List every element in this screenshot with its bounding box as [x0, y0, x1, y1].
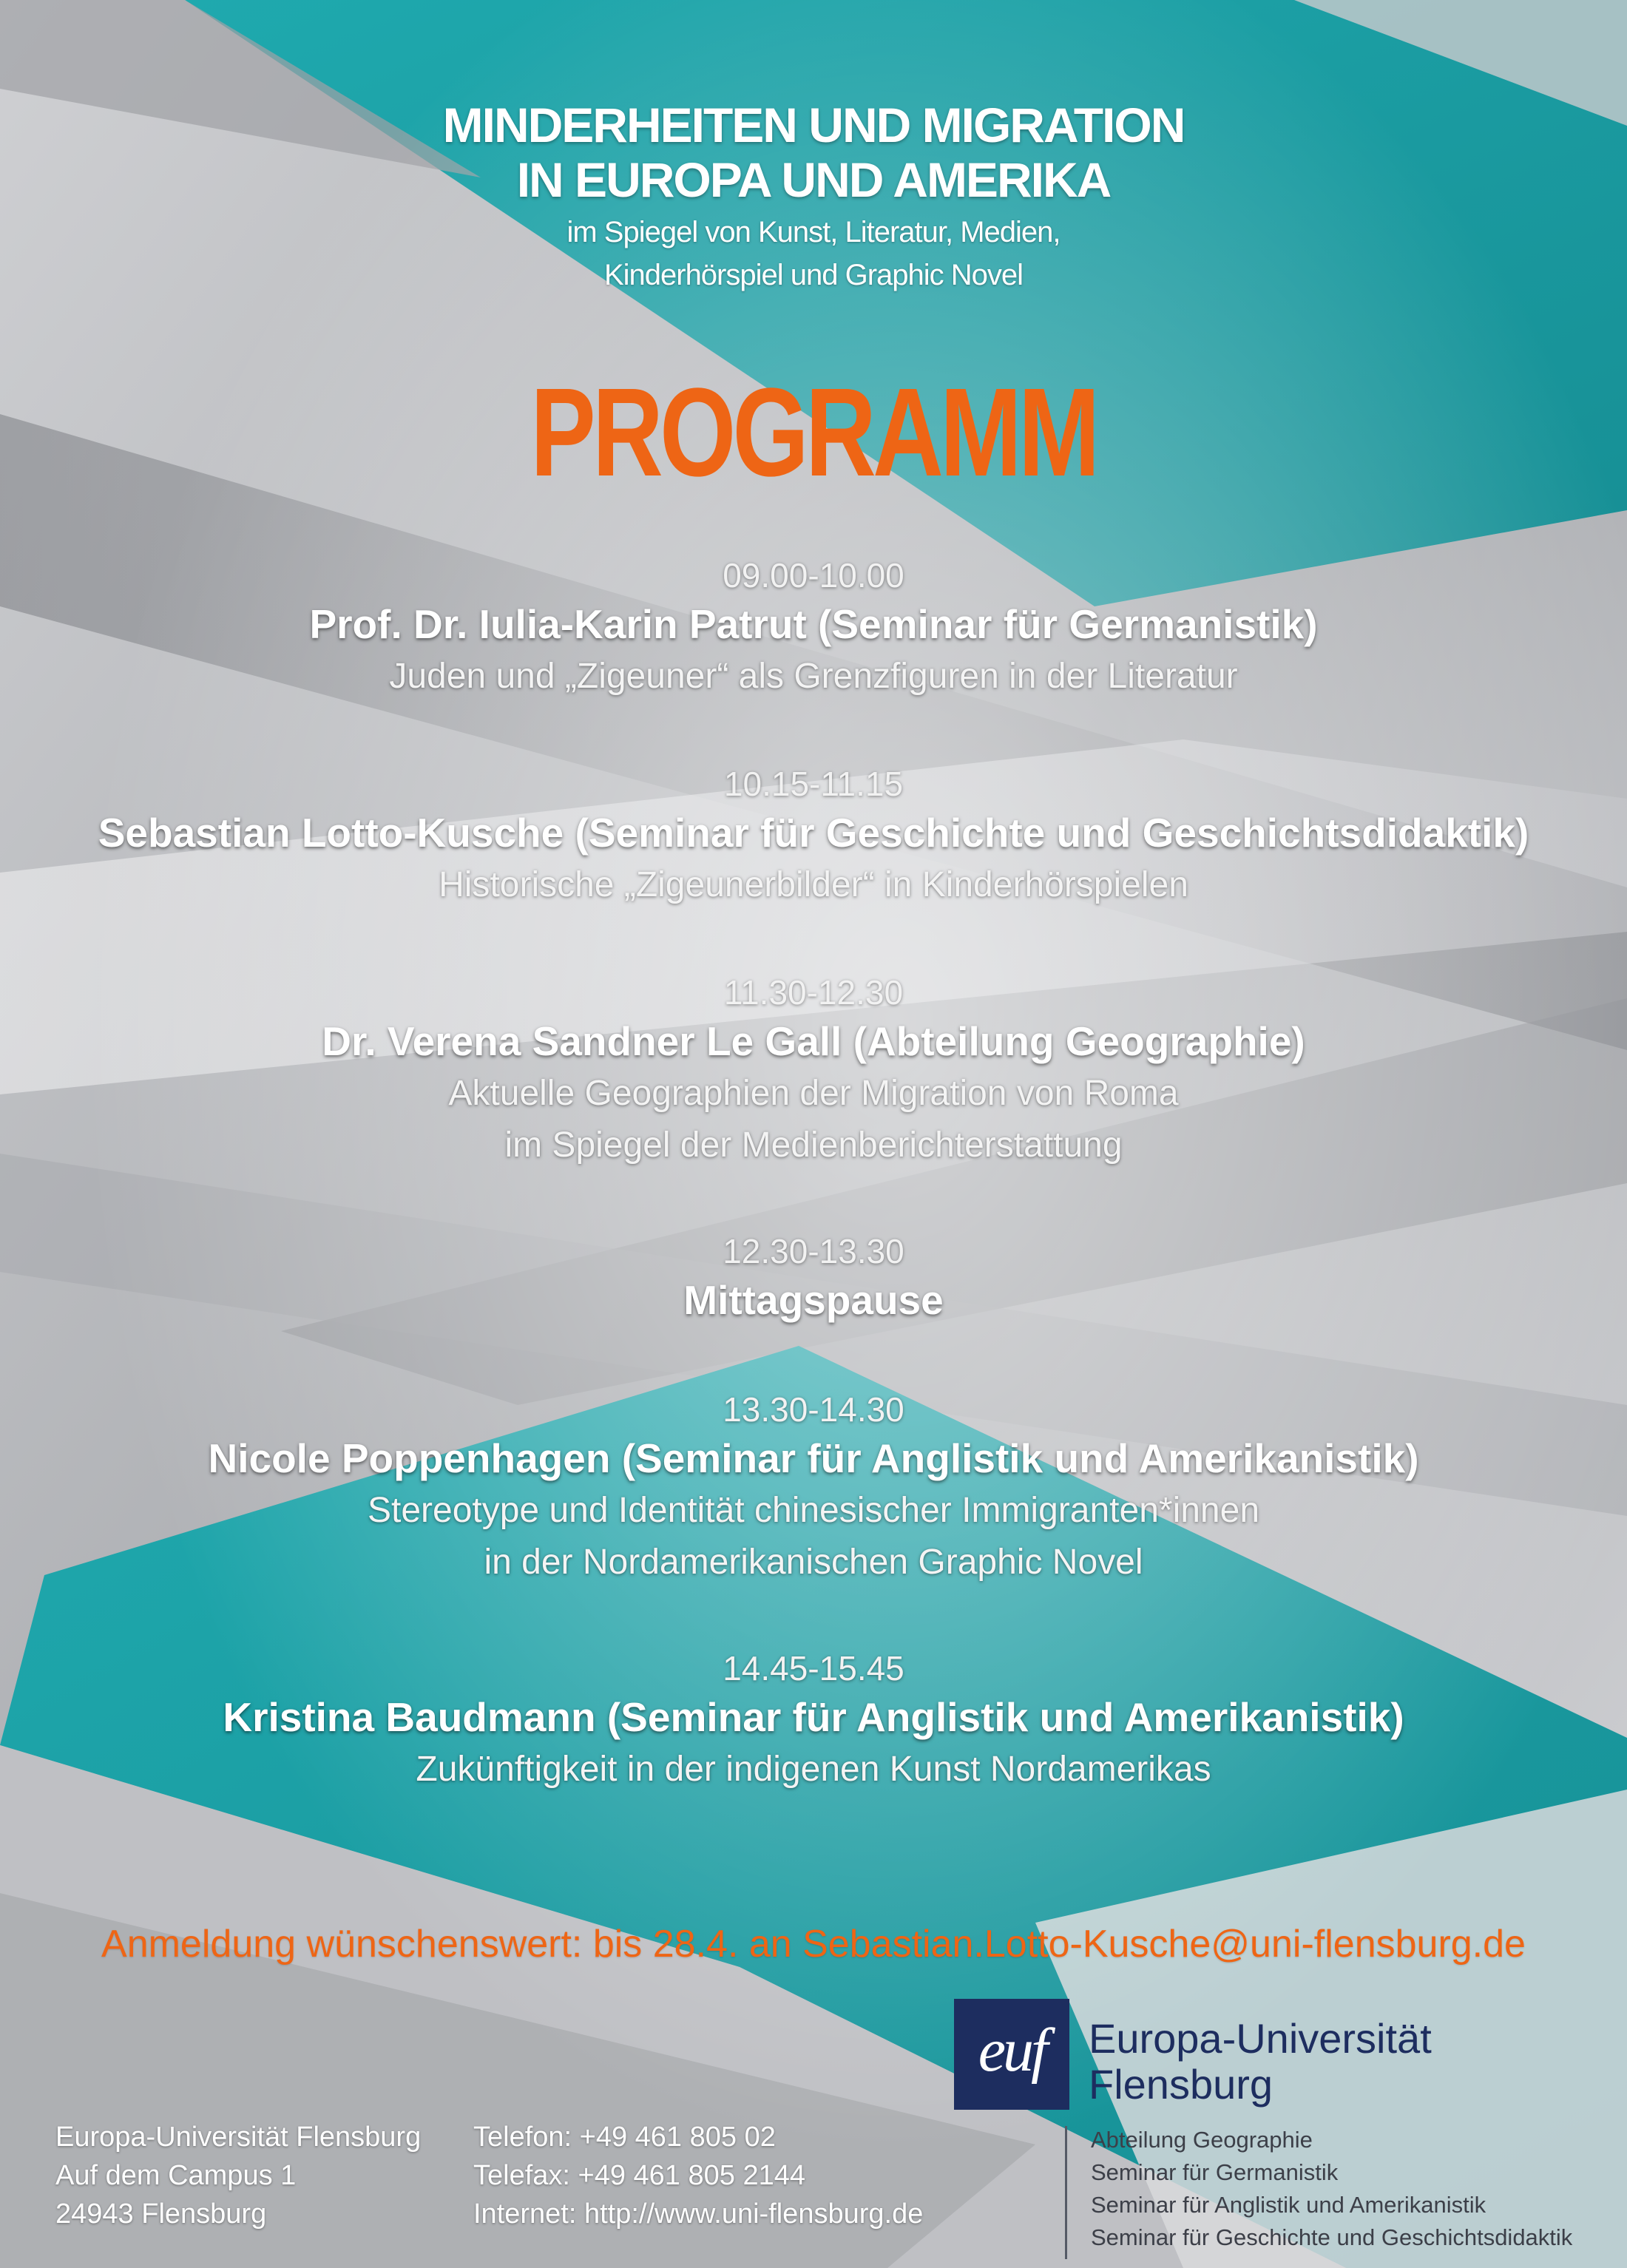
program-heading: PROGRAMM [530, 362, 1097, 503]
department-item: Seminar für Germanistik [1091, 2159, 1339, 2185]
slot-topic: Juden und „Zigeuner“ als Grenzfiguren in der Literatur [389, 657, 1238, 696]
slot-topic: Stereotype und Identität chinesischer Immigranten*innen [367, 1491, 1260, 1530]
schedule-slot [0, 970, 1627, 1171]
footer-address [55, 2118, 421, 2233]
university-name [1089, 2016, 1432, 2108]
title-line-2: IN EUROPA UND AMERIKA [516, 152, 1111, 207]
address-line: Europa-Universität Flensburg [55, 2122, 422, 2153]
department-item: Abteilung Geographie [1091, 2127, 1313, 2153]
schedule-slot [0, 1387, 1627, 1588]
address-line: 24943 Flensburg [55, 2198, 267, 2230]
schedule-slot-lunch [0, 1229, 1627, 1327]
slot-time: 09.00-10.00 [723, 556, 904, 595]
registration-notice: Anmeldung wünschenswert: bis 28.4. an Sebastian.Lotto-Kusche@uni-flensburg.de [101, 1923, 1526, 1966]
university-logo-icon [954, 1999, 1069, 2110]
title-line-1: MINDERHEITEN UND MIGRATION [442, 98, 1185, 152]
fax-line: Telefax: +49 461 805 2144 [473, 2160, 805, 2191]
slot-topic-line-2: in der Nordamerikanischen Graphic Novel [484, 1543, 1143, 1582]
slot-speaker: Prof. Dr. Iulia-Karin Patrut (Seminar für Germanistik) [309, 601, 1318, 647]
subtitle-line-1: im Spiegel von Kunst, Literatur, Medien, [566, 216, 1061, 248]
address-line: Auf dem Campus 1 [55, 2160, 297, 2191]
slot-speaker: Sebastian Lotto-Kusche (Seminar für Geschichte und Geschichtsdidaktik) [98, 810, 1529, 856]
university-name-line-1: Europa-Universität [1089, 2015, 1432, 2062]
schedule-slot [0, 553, 1627, 703]
slot-speaker: Dr. Verena Sandner Le Gall (Abteilung Geographie) [322, 1018, 1305, 1064]
slot-topic: Aktuelle Geographien der Migration von Roma [448, 1074, 1179, 1113]
website-line: Internet: http://www.uni-flensburg.de [473, 2198, 924, 2230]
slot-topic-line-2: im Spiegel der Medienberichterstattung [504, 1125, 1123, 1165]
department-item: Seminar für Geschichte und Geschichtsdidaktik [1091, 2224, 1573, 2250]
university-name-line-2: Flensburg [1089, 2061, 1273, 2108]
schedule-slot [0, 1646, 1627, 1795]
department-divider [1065, 2126, 1067, 2259]
logo-mark: euf [978, 2016, 1046, 2085]
slot-speaker: Kristina Baudmann (Seminar für Anglistik und Amerikanistik) [223, 1694, 1404, 1740]
slot-time: 11.30-12.30 [723, 973, 904, 1012]
phone-line: Telefon: +49 461 805 02 [473, 2122, 776, 2153]
slot-topic: Historische „Zigeunerbilder“ in Kinderhörspielen [439, 865, 1188, 904]
slot-time: 13.30-14.30 [723, 1390, 904, 1429]
slot-time: 14.45-15.45 [723, 1649, 904, 1688]
subtitle-line-2: Kinderhörspiel und Graphic Novel [603, 259, 1024, 291]
department-item: Seminar für Anglistik und Amerikanistik [1091, 2192, 1486, 2218]
slot-topic: Zukünftigkeit in der indigenen Kunst Nordamerikas [416, 1750, 1211, 1789]
lunch-break-label: Mittagspause [683, 1277, 944, 1323]
slot-time: 12.30-13.30 [723, 1232, 904, 1270]
slot-speaker: Nicole Poppenhagen (Seminar für Anglistik und Amerikanistik) [208, 1435, 1419, 1481]
schedule-slot [0, 762, 1627, 911]
slot-time: 10.15-11.15 [723, 765, 904, 803]
department-list [1091, 2124, 1572, 2254]
footer-contact [473, 2118, 923, 2233]
